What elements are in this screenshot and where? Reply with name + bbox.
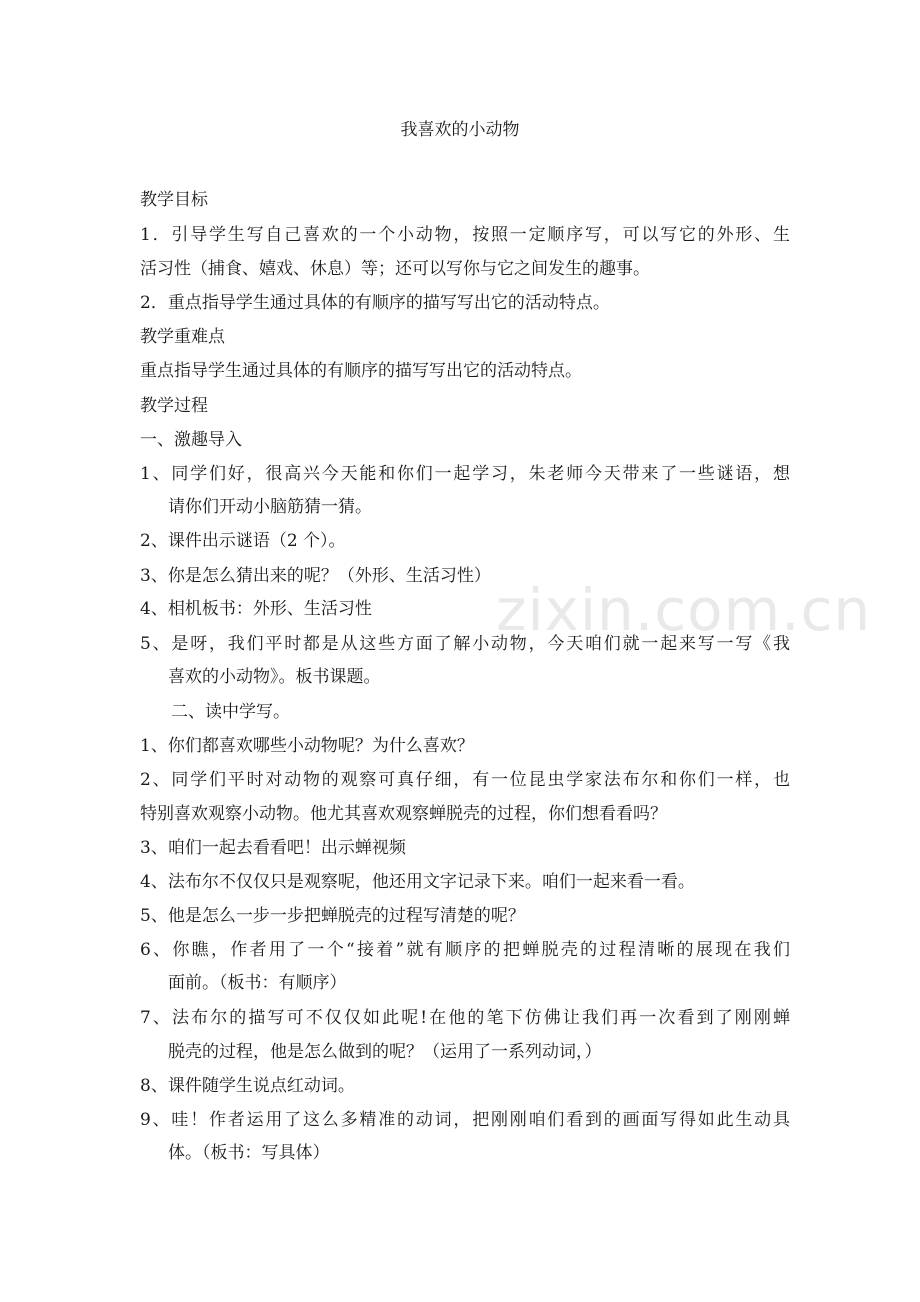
part-1-item-1-line-2: 请你们开动小脑筋猜一猜。	[168, 497, 372, 517]
part-1-item-2: 2、课件出示谜语（2 个）。	[140, 531, 346, 551]
part-2-heading: 二、读中学写。	[171, 702, 290, 722]
part-2-item-5: 5、他是怎么一步一步把蝉脱壳的过程写清楚的呢？	[140, 906, 525, 926]
part-1-heading: 一、激趣导入	[140, 430, 242, 450]
difficulty-heading: 教学重难点	[140, 327, 225, 347]
part-1-item-5-line-2: 喜欢的小动物》。板书课题。	[168, 667, 381, 687]
part-1-item-3: 3、你是怎么猜出来的呢？（外形、生活习性）	[140, 566, 491, 586]
goal-1-line-1: 1．引导学生写自己喜欢的一个小动物，按照一定顺序写，可以写它的外形、生	[140, 225, 790, 245]
goal-2: 2．重点指导学生通过具体的有顺序的描写写出它的活动特点。	[140, 293, 610, 313]
part-1-item-4: 4、相机板书：外形、生活习性	[140, 599, 372, 619]
part-2-item-7-line-2: 脱壳的过程，他是怎么做到的呢？（运用了一系列动词，）	[168, 1042, 602, 1062]
process-heading: 教学过程	[140, 396, 208, 416]
part-1-item-5-line-1: 5、是呀，我们平时都是从这些方面了解小动物，今天咱们就一起来写一写《我	[140, 634, 790, 654]
part-2-item-9-line-1: 9、哇！作者运用了这么多精准的动词，把刚刚咱们看到的画面写得如此生动具	[140, 1110, 790, 1130]
part-2-item-4: 4、法布尔不仅仅只是观察呢，他还用文字记录下来。咱们一起来看一看。	[140, 872, 695, 892]
part-2-item-6-line-2: 面前。（板书：有顺序）	[168, 973, 347, 993]
difficulty-text: 重点指导学生通过具体的有顺序的描写写出它的活动特点。	[140, 361, 582, 381]
goal-1-line-2: 活习性（捕食、嬉戏、休息）等；还可以写你与它之间发生的趣事。	[140, 259, 650, 279]
part-2-item-2-line-1: 2、同学们平时对动物的观察可真仔细，有一位昆虫学家法布尔和你们一样，也	[140, 770, 790, 790]
part-2-item-9-line-2: 体。（板书：写具体）	[168, 1143, 330, 1163]
part-2-item-8: 8、课件随学生说点红动词。	[140, 1076, 355, 1096]
watermark: zixin.com.cn	[496, 576, 872, 644]
part-2-item-3: 3、咱们一起去看看吧！出示蝉视频	[140, 838, 406, 858]
document-title: 我喜欢的小动物	[400, 120, 520, 140]
part-2-item-2-line-2: 特别喜欢观察小动物。他尤其喜欢观察蝉脱壳的过程，你们想看看吗？	[140, 804, 667, 824]
part-1-item-1-line-1: 1、同学们好，很高兴今天能和你们一起学习，朱老师今天带来了一些谜语，想	[140, 464, 790, 484]
part-2-item-7-line-1: 7、法布尔的描写可不仅仅如此呢!在他的笔下仿佛让我们再一次看到了刚刚蝉	[140, 1008, 790, 1028]
part-2-item-1: 1、你们都喜欢哪些小动物呢？为什么喜欢？	[140, 736, 474, 756]
goals-heading: 教学目标	[140, 190, 208, 210]
part-2-item-6-line-1: 6、你瞧，作者用了一个“接着”就有顺序的把蝉脱壳的过程清晰的展现在我们	[140, 940, 790, 960]
